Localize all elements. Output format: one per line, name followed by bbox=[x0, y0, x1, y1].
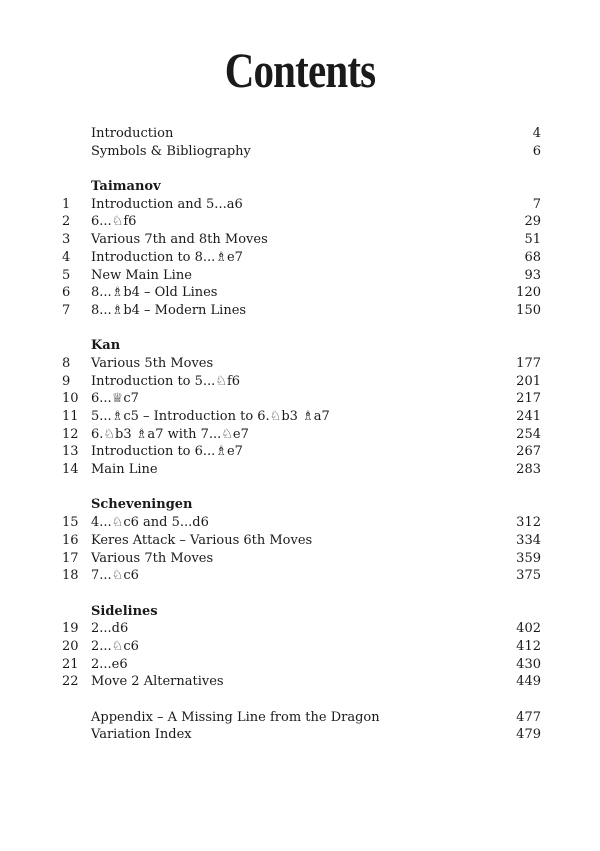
toc-entry-label: 2...e6 bbox=[91, 656, 128, 672]
chapter-number: 15 bbox=[62, 515, 79, 531]
toc-entry-page: 6 bbox=[532, 143, 541, 159]
toc-entry-page: 51 bbox=[524, 232, 541, 248]
table-of-contents bbox=[0, 125, 600, 744]
chapter-number: 11 bbox=[62, 409, 79, 424]
toc-entry[interactable] bbox=[0, 408, 600, 426]
toc-entry[interactable] bbox=[0, 284, 600, 302]
toc-entry[interactable] bbox=[0, 373, 600, 391]
toc-entry[interactable] bbox=[0, 673, 600, 691]
toc-entry-page: 177 bbox=[516, 355, 541, 371]
toc-entry-label: Various 7th and 8th Moves bbox=[91, 232, 268, 248]
toc-entry[interactable] bbox=[0, 550, 600, 568]
chapter-number: 22 bbox=[62, 674, 79, 690]
chapter-number: 21 bbox=[62, 656, 79, 672]
toc-entry-page: 68 bbox=[524, 249, 541, 265]
toc-entry-label: 2...♘c6 bbox=[91, 638, 139, 654]
toc-entry-label: Variation Index bbox=[91, 727, 192, 743]
chapter-number: 1 bbox=[62, 196, 71, 212]
toc-entry-page: 241 bbox=[516, 409, 541, 424]
page-title: Contents bbox=[224, 42, 376, 98]
toc-entry-label: 6...♘f6 bbox=[91, 214, 137, 230]
toc-entry[interactable] bbox=[0, 231, 600, 249]
section-heading-sidelines: Sidelines bbox=[91, 603, 158, 619]
chapter-number: 9 bbox=[62, 373, 71, 389]
section-heading-scheveningen: Scheveningen bbox=[91, 497, 193, 513]
toc-entry-page: 477 bbox=[516, 709, 541, 725]
toc-entry-label: Introduction to 6...♗e7 bbox=[91, 444, 243, 460]
toc-entry-page: 479 bbox=[516, 727, 541, 743]
toc-entry[interactable] bbox=[0, 638, 600, 656]
toc-entry[interactable] bbox=[0, 249, 600, 267]
toc-entry-label: Various 5th Moves bbox=[91, 355, 214, 371]
chapter-number: 16 bbox=[62, 532, 79, 548]
toc-entry-page: 449 bbox=[516, 674, 541, 690]
toc-entry-page: 254 bbox=[516, 426, 541, 442]
toc-entry-page: 29 bbox=[524, 214, 541, 230]
toc-entry[interactable] bbox=[0, 656, 600, 674]
toc-entry-page: 120 bbox=[516, 285, 541, 301]
toc-entry-label: 2...d6 bbox=[91, 621, 129, 637]
toc-entry-page: 334 bbox=[516, 532, 541, 548]
toc-entry-label: Introduction to 5...♘f6 bbox=[91, 373, 241, 389]
section-heading-kan: Kan bbox=[91, 338, 121, 354]
chapter-number: 20 bbox=[62, 638, 79, 654]
chapter-number: 14 bbox=[62, 462, 79, 478]
toc-entry[interactable] bbox=[0, 514, 600, 532]
chapter-number: 12 bbox=[62, 426, 79, 442]
chapter-number: 7 bbox=[62, 302, 71, 318]
toc-entry-label: 7...♘c6 bbox=[91, 568, 139, 584]
toc-entry-page: 283 bbox=[516, 462, 541, 478]
section-heading-taimanov: Taimanov bbox=[91, 179, 161, 195]
toc-entry-page: 412 bbox=[516, 638, 541, 654]
toc-entry-label: New Main Line bbox=[91, 267, 192, 283]
toc-entry[interactable] bbox=[0, 443, 600, 461]
toc-entry-page: 93 bbox=[524, 267, 541, 283]
toc-entry-page: 402 bbox=[516, 621, 541, 637]
chapter-number: 8 bbox=[62, 355, 71, 371]
toc-entry-label: Introduction bbox=[91, 126, 174, 141]
toc-entry-label: 6.♘b3 ♗a7 with 7...♘e7 bbox=[91, 426, 249, 442]
toc-entry-page: 7 bbox=[532, 196, 541, 212]
toc-entry-label: Introduction to 8...♗e7 bbox=[91, 249, 243, 265]
toc-entry-page: 4 bbox=[532, 126, 541, 141]
toc-entry-label: Appendix – A Missing Line from the Dragon bbox=[91, 709, 380, 725]
chapter-number: 2 bbox=[62, 214, 71, 230]
chapter-number: 3 bbox=[62, 232, 71, 248]
toc-entry-label: Various 7th Moves bbox=[91, 550, 214, 566]
toc-entry-label: 4...♘c6 and 5...d6 bbox=[91, 515, 209, 531]
toc-entry[interactable] bbox=[0, 355, 600, 373]
toc-entry-page: 430 bbox=[516, 656, 541, 672]
chapter-number: 10 bbox=[62, 391, 79, 407]
toc-entry[interactable] bbox=[0, 620, 600, 638]
chapter-number: 6 bbox=[62, 285, 71, 301]
toc-entry[interactable] bbox=[0, 567, 600, 585]
toc-entry-page: 359 bbox=[516, 550, 541, 566]
toc-entry[interactable] bbox=[0, 426, 600, 444]
toc-entry-page: 150 bbox=[516, 302, 541, 318]
toc-entry[interactable] bbox=[0, 267, 600, 285]
chapter-number: 19 bbox=[62, 621, 79, 637]
toc-entry-label: 6...♕c7 bbox=[91, 391, 139, 407]
toc-entry-label: 8...♗b4 – Old Lines bbox=[91, 285, 218, 301]
toc-entry[interactable] bbox=[0, 302, 600, 320]
toc-entry-label: Keres Attack – Various 6th Moves bbox=[91, 532, 313, 548]
toc-entry[interactable] bbox=[0, 461, 600, 479]
chapter-number: 5 bbox=[62, 267, 71, 283]
toc-entry[interactable] bbox=[0, 196, 600, 214]
toc-entry-appendix[interactable] bbox=[0, 709, 600, 727]
toc-entry-page: 217 bbox=[516, 391, 541, 407]
toc-entry-label: Main Line bbox=[91, 462, 158, 478]
toc-entry-label: Introduction and 5...a6 bbox=[91, 196, 243, 212]
chapter-number: 18 bbox=[62, 568, 79, 584]
toc-entry-symbols-bibliography[interactable] bbox=[0, 143, 600, 161]
toc-entry-label: Symbols & Bibliography bbox=[91, 143, 251, 159]
toc-entry-page: 312 bbox=[516, 515, 541, 531]
toc-entry-introduction[interactable] bbox=[0, 125, 600, 143]
toc-entry-page: 201 bbox=[516, 373, 541, 389]
toc-entry-label: Move 2 Alternatives bbox=[91, 674, 224, 690]
toc-entry-label: 8...♗b4 – Modern Lines bbox=[91, 302, 247, 318]
chapter-number: 13 bbox=[62, 444, 79, 460]
toc-entry-page: 267 bbox=[516, 444, 541, 460]
chapter-number: 4 bbox=[62, 249, 71, 265]
toc-entry-label: 5...♗c5 – Introduction to 6.♘b3 ♗a7 bbox=[91, 409, 330, 424]
chapter-number: 17 bbox=[62, 550, 79, 566]
toc-entry[interactable] bbox=[0, 390, 600, 408]
toc-entry-page: 375 bbox=[516, 568, 541, 584]
toc-entry-variation-index[interactable] bbox=[0, 726, 600, 744]
toc-entry[interactable] bbox=[0, 213, 600, 231]
toc-entry[interactable] bbox=[0, 532, 600, 550]
